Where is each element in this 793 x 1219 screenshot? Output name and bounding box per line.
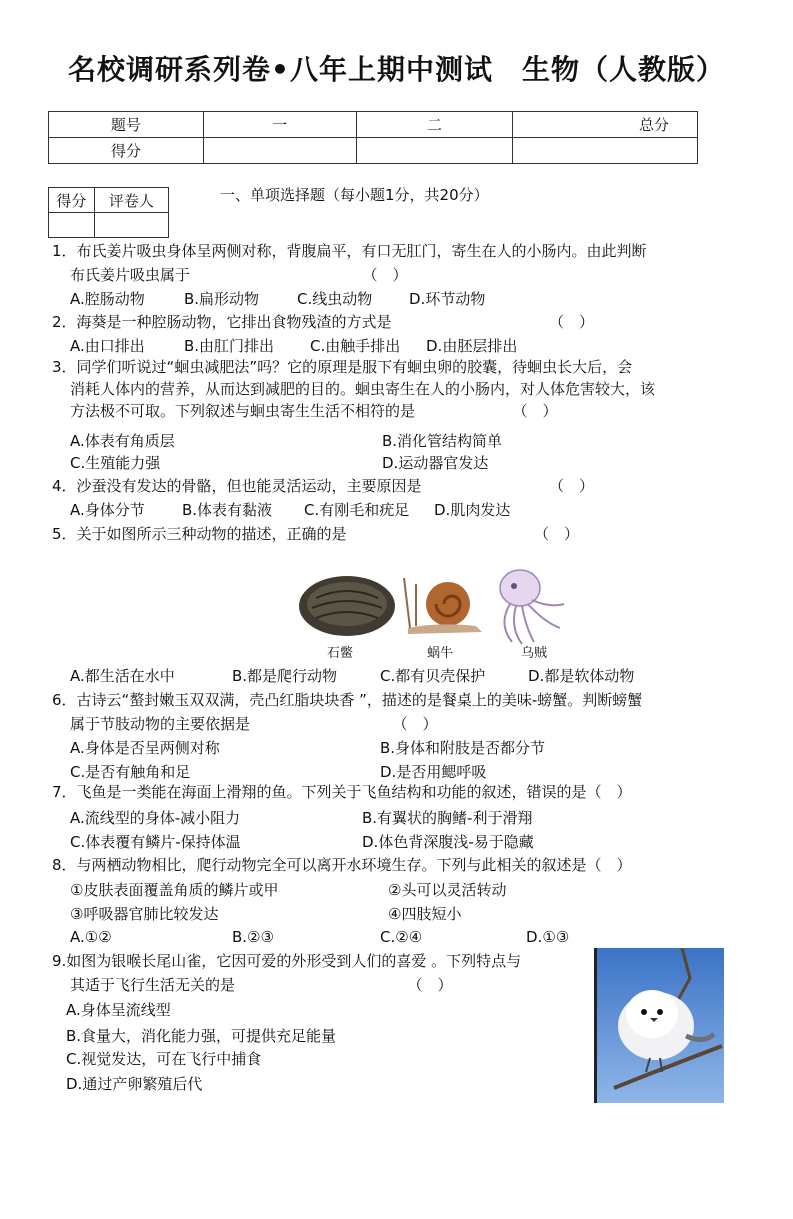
chiton-plates bbox=[307, 582, 387, 626]
q2-option-d[interactable]: D.由胚层排出 bbox=[426, 337, 518, 355]
question-3-line-2: 消耗人体内的营养，从而达到减肥的目的。蛔虫寄生在人的小肠内，对人体危害较大，该 bbox=[70, 380, 656, 398]
q5-option-c[interactable]: C.都有贝壳保护 bbox=[380, 667, 486, 685]
question-6-line-1: 6．古诗云“螯封嫩玉双双满，壳凸红脂块块香 ”，描述的是餐桌上的美味-螃蟹。判断螃蟹 bbox=[52, 691, 643, 709]
question-3-line-1: 3．同学们听说过“蛔虫减肥法”吗？它的原理是服下有蛔虫卵的胶囊，待蛔虫长大后，会 bbox=[52, 358, 633, 376]
q9-option-d[interactable]: D.通过产卵繁殖后代 bbox=[66, 1075, 203, 1093]
section-title: 一、单项选择题（每小题1分，共20分） bbox=[220, 186, 489, 204]
figure-label-snail: 蜗牛 bbox=[426, 646, 453, 661]
q9-option-b[interactable]: B.食量大，消化能力强，可提供充足能量 bbox=[66, 1027, 337, 1045]
q8-statement-1: ①皮肤表面覆盖角质的鳞片或甲 bbox=[70, 881, 279, 899]
question-8-line-1: 8．与两栖动物相比，爬行动物完全可以离开水环境生存。下列与此相关的叙述是（ ） bbox=[52, 856, 632, 874]
q8-option-b[interactable]: B.②③ bbox=[232, 928, 274, 946]
grader-table bbox=[48, 187, 169, 238]
q4-option-b[interactable]: B.体表有黏液 bbox=[182, 501, 273, 519]
question-9-line-2: 其适于飞行生活无关的是 （ ） bbox=[70, 976, 453, 994]
q3-option-c[interactable]: C.生殖能力强 bbox=[70, 454, 161, 472]
long-tailed-tit-illustration bbox=[594, 948, 724, 1103]
page-title: 名校调研系列卷•八年上期中测试 生物（人教版） bbox=[68, 53, 725, 86]
snail-shell bbox=[426, 582, 470, 626]
question-5-line-1: 5．关于如图所示三种动物的描述，正确的是 （ ） bbox=[52, 525, 580, 543]
question-2-line-1: 2．海葵是一种腔肠动物，它排出食物残渣的方式是 （ ） bbox=[52, 313, 595, 331]
q8-statement-2: ②头可以灵活转动 bbox=[388, 881, 507, 899]
score-cell-section-1: 一 bbox=[203, 112, 356, 138]
q1-option-a[interactable]: A.腔肠动物 bbox=[70, 290, 145, 308]
grader-name-input[interactable] bbox=[94, 213, 168, 238]
q5-option-d[interactable]: D.都是软体动物 bbox=[528, 667, 635, 685]
q6-option-d[interactable]: D.是否用鳃呼吸 bbox=[380, 763, 487, 781]
q7-option-c[interactable]: C.体表覆有鳞片-保持体温 bbox=[70, 833, 241, 851]
q9-bird-photo bbox=[594, 948, 724, 1103]
q1-option-c[interactable]: C.线虫动物 bbox=[297, 290, 373, 308]
q4-option-d[interactable]: D.肌肉发达 bbox=[434, 501, 511, 519]
q3-option-a[interactable]: A.体表有角质层 bbox=[70, 432, 175, 450]
q8-option-c[interactable]: C.②④ bbox=[380, 928, 423, 946]
q7-option-d[interactable]: D.体色背深腹浅-易于隐藏 bbox=[362, 833, 534, 851]
q6-option-a[interactable]: A.身体是否呈两侧对称 bbox=[70, 739, 220, 757]
q5-animal-figure bbox=[298, 566, 568, 661]
q9-option-a[interactable]: A.身体呈流线型 bbox=[66, 1001, 171, 1019]
score-cell-label: 题号 bbox=[49, 112, 204, 138]
score-cell-score-label: 得分 bbox=[49, 138, 204, 164]
q7-option-a[interactable]: A.流线型的身体-减小阻力 bbox=[70, 809, 241, 827]
q5-option-b[interactable]: B.都是爬行动物 bbox=[232, 667, 338, 685]
grader-score-input[interactable] bbox=[49, 213, 95, 238]
q8-option-a[interactable]: A.①② bbox=[70, 928, 112, 946]
score-cell-section-2: 二 bbox=[356, 112, 513, 138]
score-cell-total: 总分 bbox=[513, 112, 698, 138]
question-3-line-3: 方法极不可取。下列叙述与蛔虫寄生生活不相符的是 （ ） bbox=[70, 402, 558, 420]
q2-option-b[interactable]: B.由肛门排出 bbox=[184, 337, 275, 355]
question-4-line-1: 4．沙蚕没有发达的骨骼，但也能灵活运动，主要原因是 （ ） bbox=[52, 477, 595, 495]
score-input-2[interactable] bbox=[356, 138, 513, 164]
q8-option-d[interactable]: D.①③ bbox=[526, 928, 570, 946]
score-table bbox=[48, 111, 698, 164]
q7-option-b[interactable]: B.有翼状的胸鳍-利于滑翔 bbox=[362, 809, 533, 827]
question-1-line-1: 1．布氏姜片吸虫身体呈两侧对称，背腹扁平，有口无肛门，寄生在人的小肠内。由此判断 bbox=[52, 242, 647, 260]
grader-name-label: 评卷人 bbox=[94, 188, 168, 213]
q2-option-a[interactable]: A.由口排出 bbox=[70, 337, 145, 355]
q4-option-c[interactable]: C.有刚毛和疣足 bbox=[304, 501, 410, 519]
snail-body bbox=[408, 624, 482, 634]
score-input-total[interactable] bbox=[513, 138, 698, 164]
figure-label-squid: 乌贼 bbox=[520, 646, 547, 661]
q3-option-d[interactable]: D.运动器官发达 bbox=[382, 454, 489, 472]
score-input-1[interactable] bbox=[203, 138, 356, 164]
q6-option-c[interactable]: C.是否有触角和足 bbox=[70, 763, 191, 781]
figure-label-chiton: 石鳖 bbox=[326, 646, 353, 661]
grader-score-label: 得分 bbox=[49, 188, 95, 213]
score-table-row-score bbox=[49, 138, 698, 164]
q1-option-d[interactable]: D.环节动物 bbox=[409, 290, 486, 308]
q8-statement-3: ③呼吸器官肺比较发达 bbox=[70, 905, 219, 923]
q4-option-a[interactable]: A.身体分节 bbox=[70, 501, 145, 519]
question-7-line-1: 7．飞鱼是一类能在海面上滑翔的鱼。下列关于飞鱼结构和功能的叙述，错误的是（ ） bbox=[52, 783, 632, 801]
question-6-line-2: 属于节肢动物的主要依据是 （ ） bbox=[70, 715, 438, 733]
q8-statement-4: ④四肢短小 bbox=[388, 905, 462, 923]
score-table-row-header bbox=[49, 112, 698, 138]
question-1-line-2: 布氏姜片吸虫属于 （ ） bbox=[70, 266, 408, 284]
q9-option-c[interactable]: C.视觉发达，可在飞行中捕食 bbox=[66, 1050, 262, 1068]
q6-option-b[interactable]: B.身体和附肢是否都分节 bbox=[380, 739, 546, 757]
squid-tentacles bbox=[504, 600, 564, 644]
q1-option-b[interactable]: B.扁形动物 bbox=[184, 290, 260, 308]
q2-option-c[interactable]: C.由触手排出 bbox=[310, 337, 401, 355]
question-9-line-1: 9.如图为银喉长尾山雀，它因可爱的外形受到人们的喜爱 。下列特点与 bbox=[52, 952, 522, 970]
q5-option-a[interactable]: A.都生活在水中 bbox=[70, 667, 175, 685]
q3-option-b[interactable]: B.消化管结构简单 bbox=[382, 432, 503, 450]
